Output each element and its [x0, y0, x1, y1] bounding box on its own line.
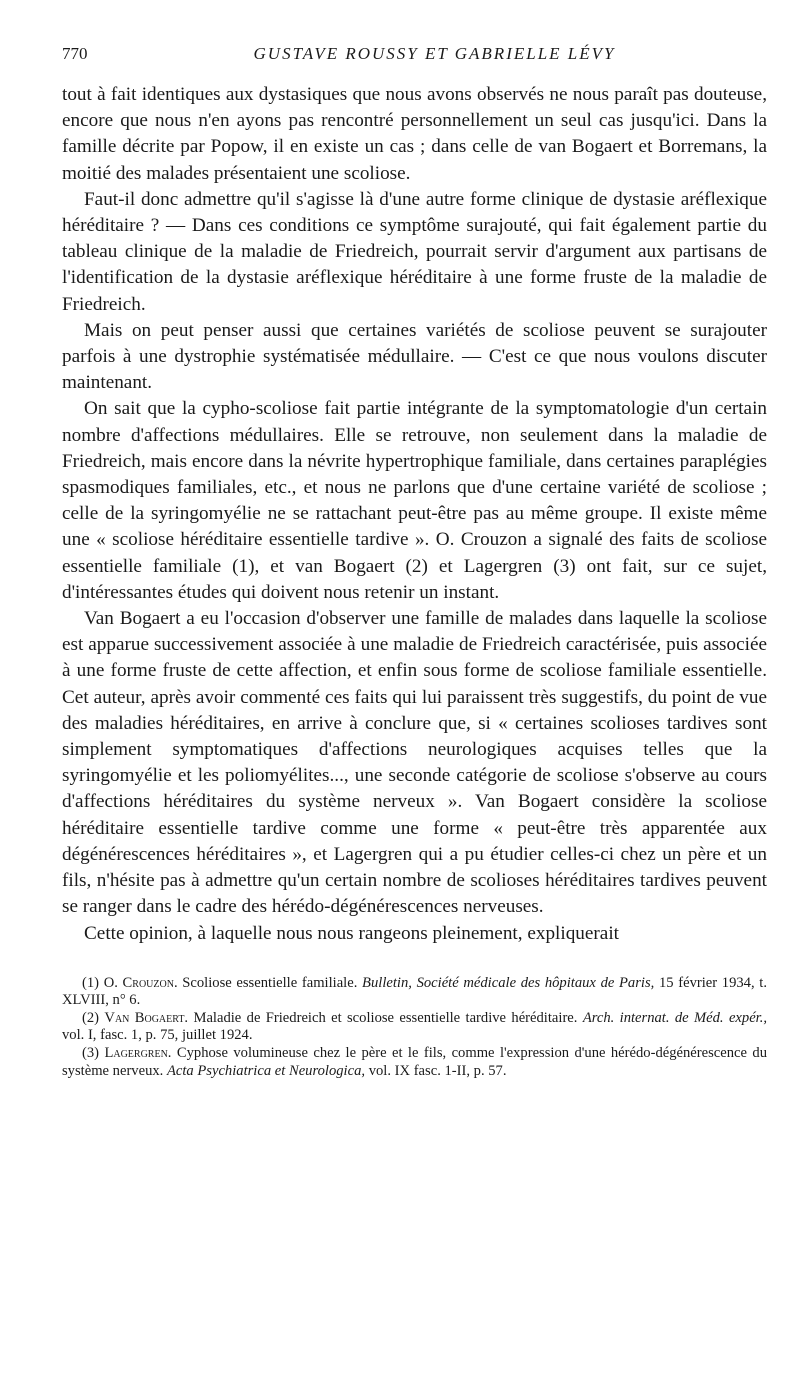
footnote-marker: (3) — [82, 1045, 100, 1062]
paragraph: Van Bogaert a eu l'occasion d'observer une famille de malades dans laquelle la scoliose est apparue successivement associée à une maladie de Friedreich caractérisée, puis associée à une forme fruste de cette affection, et enfin sous forme de scoliose familiale essentielle. Cet auteur, après avoir commenté ces faits qui lui paraissent très suggestifs, du point de vue des maladies héréditaires, en arrive à conclure que, si « certaines scolioses tardives sont simplement symptomatiques d'affections neurologiques acquises telles que la syringomyélie et les poliomyélites..., une seconde catégorie de scoliose s'observe au cours d'affections héréditaires du système nerveux ». Van Bogaert considère la scoliose héréditaire essentielle tardive comme une forme « peut-être très apparentée aux dégénérescences héréditaires », et Lagergren qui a pu étudier celles-ci chez un père et un fils, n'hésite pas à admettre qu'un certain nombre de scolioses héréditaires tardives peuvent se ranger dans le cadre des hérédo-dégénérescences nerveuses. — [62, 608, 767, 918]
footnote — [62, 1010, 767, 1045]
document-page — [62, 44, 767, 1080]
page-number: 770 — [62, 44, 88, 63]
footnote-marker: (2) — [82, 1009, 100, 1026]
paragraph: Cette opinion, à laquelle nous nous rangeons pleinement, expliquerait — [84, 922, 619, 944]
page-header — [62, 44, 767, 70]
footnote-title: Maladie de Friedreich et scoliose essentielle tardive héréditaire. — [193, 1009, 578, 1026]
footnote-author: O. Crouzon. — [103, 974, 178, 991]
paragraph: Mais on peut penser aussi que certaines variétés de scoliose peuvent se surajouter parfois à une dystrophie systématisée médullaire. — C'est ce que nous voulons discuter maintenant. — [62, 319, 767, 394]
paragraph: On sait que la cypho-scoliose fait partie intégrante de la symptomatologie d'un certain nombre d'affections médullaires. Elle se retrouve, non seulement dans la maladie de Friedreich, mais encore dans la névrite hypertrophique familiale, dans certaines paraplégies spasmodiques familiales, etc., et nous ne parlons que d'une certaine variété de scoliose ; celle de la syringomyélie ne se rattachant peut-être pas au même groupe. Il existe même une « scoliose héréditaire essentielle tardive ». O. Crouzon a signalé des faits de scoliose essentielle familiale (1), et van Bogaert (2) et Lagergren (3) ont fait, sur ce sujet, d'intéressantes études qui doivent nous retenir un instant. — [62, 398, 767, 603]
footnotes — [62, 975, 767, 1081]
footnote-title: Scoliose essentielle familiale. — [182, 974, 358, 991]
footnote-author: Lagergren. — [104, 1045, 172, 1062]
footnote-title: Cyphose volumineuse chez le père et le fils, comme l'expression d'une hérédo-dégénérescence du système nerveux. — [62, 1045, 767, 1079]
footnote-journal: Acta Psychiatrica et Neurologica, — [166, 1062, 366, 1079]
body-text — [62, 82, 767, 947]
footnote-details: vol. IX fasc. 1-II, p. 57. — [368, 1062, 507, 1079]
footnote-author: Van Bogaert. — [104, 1009, 189, 1026]
paragraph: tout à fait identiques aux dystasiques que nous avons observés ne nous paraît pas douteuse, encore que nous n'en ayons pas rencontré personnellement un seul cas jusqu'ici. Dans la famille décrite par Popow, il en existe un cas ; dans celle de van Bogaert et Borremans, la moitié des malades présentaient une scoliose. — [62, 84, 767, 184]
running-head: GUSTAVE ROUSSY ET GABRIELLE LÉVY — [253, 44, 616, 63]
footnote-details: vol. I, fasc. 1, p. 75, juillet 1924. — [62, 1027, 253, 1044]
footnote-details: 15 février 1934, t. XLVIII, n° 6. — [62, 974, 767, 1009]
footnote-journal: Arch. internat. de Méd. expér., — [582, 1009, 768, 1026]
footnote-marker: (1) — [82, 974, 100, 991]
footnote — [62, 975, 767, 1010]
footnote — [62, 1045, 767, 1080]
paragraph: Faut-il donc admettre qu'il s'agisse là d'une autre forme clinique de dystasie aréflexique héréditaire ? — Dans ces conditions ce symptôme surajouté, qui fait également partie du tableau clinique de la maladie de Friedreich, pourrait servir d'argument aux partisans de l'identification de la dystasie aréflexique héréditaire à une forme fruste de la maladie de Friedreich. — [62, 188, 767, 315]
footnote-journal: Bulletin, Société médicale des hôpitaux de Paris, — [362, 974, 655, 991]
